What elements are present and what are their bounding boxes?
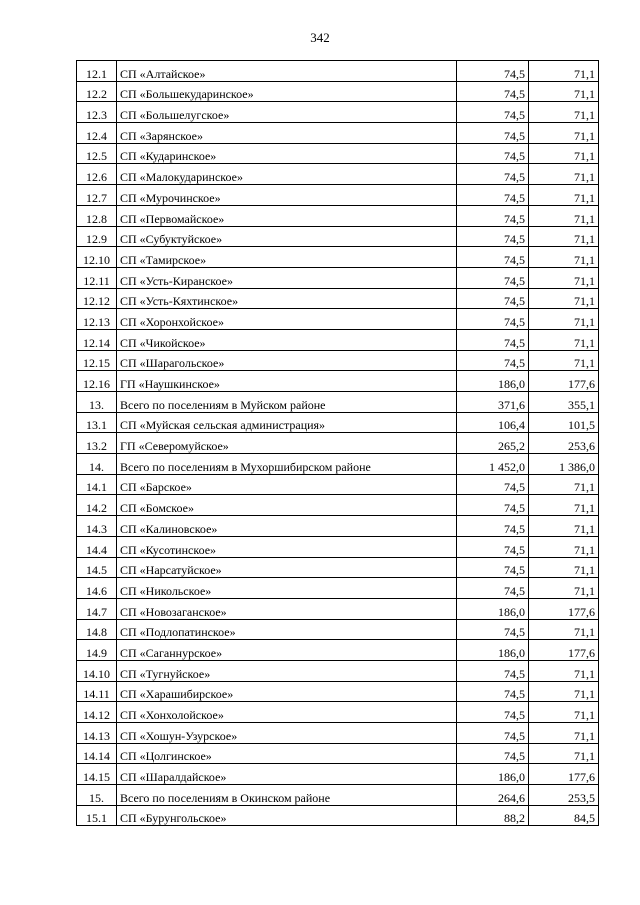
table-row [77, 516, 599, 537]
value-a-cell: 186,0 [457, 598, 529, 619]
row-number-cell: 12.3 [77, 102, 117, 123]
settlement-name-cell: СП «Нарсатуйское» [117, 557, 457, 578]
table-row [77, 371, 599, 392]
value-a-cell: 74,5 [457, 681, 529, 702]
table-row [77, 81, 599, 102]
settlement-name-cell: СП «Тамирское» [117, 247, 457, 268]
table-row [77, 61, 599, 82]
value-b-cell: 101,5 [529, 412, 599, 433]
row-number-cell: 14. [77, 454, 117, 475]
row-number-cell: 12.6 [77, 164, 117, 185]
row-number-cell: 13. [77, 392, 117, 413]
settlement-name-cell: ГП «Наушкинское» [117, 371, 457, 392]
value-b-cell: 71,1 [529, 681, 599, 702]
value-a-cell: 74,5 [457, 557, 529, 578]
settlement-name-cell: ГП «Северомуйское» [117, 433, 457, 454]
value-a-cell: 74,5 [457, 185, 529, 206]
value-b-cell: 71,1 [529, 247, 599, 268]
value-a-cell: 74,5 [457, 474, 529, 495]
row-number-cell: 12.5 [77, 143, 117, 164]
value-b-cell: 71,1 [529, 516, 599, 537]
row-number-cell: 14.6 [77, 578, 117, 599]
value-b-cell: 71,1 [529, 578, 599, 599]
settlement-name-cell: СП «Саганнурское» [117, 640, 457, 661]
row-number-cell: 12.11 [77, 267, 117, 288]
table-row [77, 309, 599, 330]
value-b-cell: 71,1 [529, 81, 599, 102]
row-number-cell: 12.1 [77, 61, 117, 82]
value-b-cell: 71,1 [529, 743, 599, 764]
table-row [77, 640, 599, 661]
value-b-cell: 71,1 [529, 619, 599, 640]
value-a-cell: 264,6 [457, 785, 529, 806]
settlement-name-cell: СП «Большелугское» [117, 102, 457, 123]
row-number-cell: 13.1 [77, 412, 117, 433]
settlement-name-cell: СП «Хоронхойское» [117, 309, 457, 330]
table-row [77, 681, 599, 702]
table-row [77, 743, 599, 764]
settlement-name-cell: СП «Барское» [117, 474, 457, 495]
settlement-name-cell: СП «Малокударинское» [117, 164, 457, 185]
settlement-name-cell: СП «Хонхолойское» [117, 702, 457, 723]
settlement-name-cell: СП «Кусотинское» [117, 536, 457, 557]
row-number-cell: 13.2 [77, 433, 117, 454]
settlement-name-cell: СП «Новозаганское» [117, 598, 457, 619]
settlement-name-cell: СП «Шарагольское» [117, 350, 457, 371]
settlement-name-cell: СП «Усть-Кяхтинское» [117, 288, 457, 309]
value-b-cell: 71,1 [529, 495, 599, 516]
settlement-name-cell: СП «Бомское» [117, 495, 457, 516]
row-number-cell: 12.12 [77, 288, 117, 309]
table-row [77, 226, 599, 247]
table-row [77, 660, 599, 681]
row-number-cell: 14.8 [77, 619, 117, 640]
value-a-cell: 74,5 [457, 247, 529, 268]
value-b-cell: 71,1 [529, 143, 599, 164]
table-row [77, 288, 599, 309]
row-number-cell: 12.8 [77, 205, 117, 226]
value-b-cell: 71,1 [529, 660, 599, 681]
table-row [77, 598, 599, 619]
value-b-cell: 71,1 [529, 702, 599, 723]
table-row [77, 474, 599, 495]
table-row [77, 578, 599, 599]
settlement-name-cell: СП «Тугнуйское» [117, 660, 457, 681]
table-row [77, 350, 599, 371]
value-a-cell: 88,2 [457, 805, 529, 826]
row-number-cell: 14.3 [77, 516, 117, 537]
table-row [77, 329, 599, 350]
value-b-cell: 71,1 [529, 205, 599, 226]
value-a-cell: 74,5 [457, 164, 529, 185]
value-a-cell: 74,5 [457, 267, 529, 288]
value-a-cell: 371,6 [457, 392, 529, 413]
value-a-cell: 74,5 [457, 350, 529, 371]
row-number-cell: 12.7 [77, 185, 117, 206]
value-a-cell: 74,5 [457, 495, 529, 516]
value-b-cell: 71,1 [529, 474, 599, 495]
value-a-cell: 74,5 [457, 309, 529, 330]
table-row [77, 702, 599, 723]
settlement-name-cell: СП «Шаралдайское» [117, 764, 457, 785]
row-number-cell: 14.1 [77, 474, 117, 495]
value-b-cell: 71,1 [529, 329, 599, 350]
settlement-name-cell: СП «Зарянское» [117, 123, 457, 144]
row-number-cell: 14.10 [77, 660, 117, 681]
row-number-cell: 12.4 [77, 123, 117, 144]
table-row [77, 205, 599, 226]
value-b-cell: 71,1 [529, 288, 599, 309]
table-row [77, 723, 599, 744]
row-number-cell: 12.14 [77, 329, 117, 350]
settlement-name-cell: Всего по поселениям в Окинском районе [117, 785, 457, 806]
row-number-cell: 14.9 [77, 640, 117, 661]
value-b-cell: 253,5 [529, 785, 599, 806]
value-a-cell: 74,5 [457, 123, 529, 144]
settlement-name-cell: СП «Бурунгольское» [117, 805, 457, 826]
value-b-cell: 71,1 [529, 164, 599, 185]
value-a-cell: 74,5 [457, 536, 529, 557]
table-row [77, 267, 599, 288]
value-a-cell: 186,0 [457, 371, 529, 392]
value-b-cell: 355,1 [529, 392, 599, 413]
value-b-cell: 253,6 [529, 433, 599, 454]
settlement-name-cell: СП «Субуктуйское» [117, 226, 457, 247]
row-number-cell: 14.11 [77, 681, 117, 702]
settlements-table [76, 60, 599, 826]
table-row [77, 805, 599, 826]
settlement-name-cell: СП «Первомайское» [117, 205, 457, 226]
row-number-cell: 12.9 [77, 226, 117, 247]
value-a-cell: 74,5 [457, 205, 529, 226]
value-a-cell: 74,5 [457, 61, 529, 82]
value-b-cell: 71,1 [529, 536, 599, 557]
value-a-cell: 186,0 [457, 640, 529, 661]
settlement-name-cell: СП «Цолгинское» [117, 743, 457, 764]
value-a-cell: 74,5 [457, 723, 529, 744]
settlement-name-cell: СП «Чикойское» [117, 329, 457, 350]
table-row [77, 536, 599, 557]
value-a-cell: 74,5 [457, 743, 529, 764]
value-b-cell: 71,1 [529, 723, 599, 744]
value-a-cell: 74,5 [457, 81, 529, 102]
settlement-name-cell: СП «Никольское» [117, 578, 457, 599]
row-number-cell: 12.2 [77, 81, 117, 102]
value-b-cell: 71,1 [529, 102, 599, 123]
table-row [77, 619, 599, 640]
row-number-cell: 12.10 [77, 247, 117, 268]
value-a-cell: 186,0 [457, 764, 529, 785]
value-a-cell: 74,5 [457, 660, 529, 681]
value-b-cell: 177,6 [529, 598, 599, 619]
table-row [77, 392, 599, 413]
page-number: 342 [310, 30, 330, 45]
settlement-name-cell: СП «Подлопатинское» [117, 619, 457, 640]
value-b-cell: 177,6 [529, 640, 599, 661]
table-row [77, 143, 599, 164]
value-b-cell: 71,1 [529, 350, 599, 371]
row-number-cell: 15.1 [77, 805, 117, 826]
row-number-cell: 15. [77, 785, 117, 806]
value-a-cell: 74,5 [457, 288, 529, 309]
row-number-cell: 14.12 [77, 702, 117, 723]
settlement-name-cell: СП «Муйская сельская администрация» [117, 412, 457, 433]
table-body [77, 61, 599, 826]
settlement-name-cell: СП «Калиновское» [117, 516, 457, 537]
row-number-cell: 14.15 [77, 764, 117, 785]
table-row [77, 764, 599, 785]
value-a-cell: 74,5 [457, 329, 529, 350]
value-a-cell: 74,5 [457, 102, 529, 123]
row-number-cell: 14.2 [77, 495, 117, 516]
settlement-name-cell: СП «Алтайское» [117, 61, 457, 82]
settlement-name-cell: СП «Усть-Киранское» [117, 267, 457, 288]
settlement-name-cell: СП «Кударинское» [117, 143, 457, 164]
table-row [77, 164, 599, 185]
value-b-cell: 71,1 [529, 226, 599, 247]
table-row [77, 247, 599, 268]
value-a-cell: 265,2 [457, 433, 529, 454]
table-row [77, 412, 599, 433]
value-a-cell: 74,5 [457, 578, 529, 599]
table-row [77, 123, 599, 144]
value-a-cell: 74,5 [457, 143, 529, 164]
table-row [77, 433, 599, 454]
settlement-name-cell: Всего по поселениям в Муйском районе [117, 392, 457, 413]
value-a-cell: 74,5 [457, 702, 529, 723]
row-number-cell: 14.7 [77, 598, 117, 619]
value-a-cell: 74,5 [457, 619, 529, 640]
value-b-cell: 71,1 [529, 123, 599, 144]
value-a-cell: 74,5 [457, 516, 529, 537]
value-b-cell: 177,6 [529, 764, 599, 785]
row-number-cell: 14.4 [77, 536, 117, 557]
table-row [77, 454, 599, 475]
row-number-cell: 12.16 [77, 371, 117, 392]
value-b-cell: 71,1 [529, 267, 599, 288]
value-b-cell: 71,1 [529, 61, 599, 82]
row-number-cell: 12.13 [77, 309, 117, 330]
value-b-cell: 71,1 [529, 185, 599, 206]
value-a-cell: 74,5 [457, 226, 529, 247]
table-row [77, 785, 599, 806]
row-number-cell: 14.13 [77, 723, 117, 744]
table-row [77, 185, 599, 206]
value-a-cell: 1 452,0 [457, 454, 529, 475]
settlement-name-cell: СП «Харашибирское» [117, 681, 457, 702]
settlement-name-cell: СП «Большекударинское» [117, 81, 457, 102]
settlement-name-cell: Всего по поселениям в Мухоршибирском районе [117, 454, 457, 475]
value-a-cell: 106,4 [457, 412, 529, 433]
row-number-cell: 14.14 [77, 743, 117, 764]
row-number-cell: 12.15 [77, 350, 117, 371]
table-row [77, 557, 599, 578]
value-b-cell: 84,5 [529, 805, 599, 826]
row-number-cell: 14.5 [77, 557, 117, 578]
value-b-cell: 1 386,0 [529, 454, 599, 475]
value-b-cell: 71,1 [529, 557, 599, 578]
value-b-cell: 177,6 [529, 371, 599, 392]
settlement-name-cell: СП «Хошун-Узурское» [117, 723, 457, 744]
settlement-name-cell: СП «Мурочинское» [117, 185, 457, 206]
value-b-cell: 71,1 [529, 309, 599, 330]
table-row [77, 495, 599, 516]
table-row [77, 102, 599, 123]
